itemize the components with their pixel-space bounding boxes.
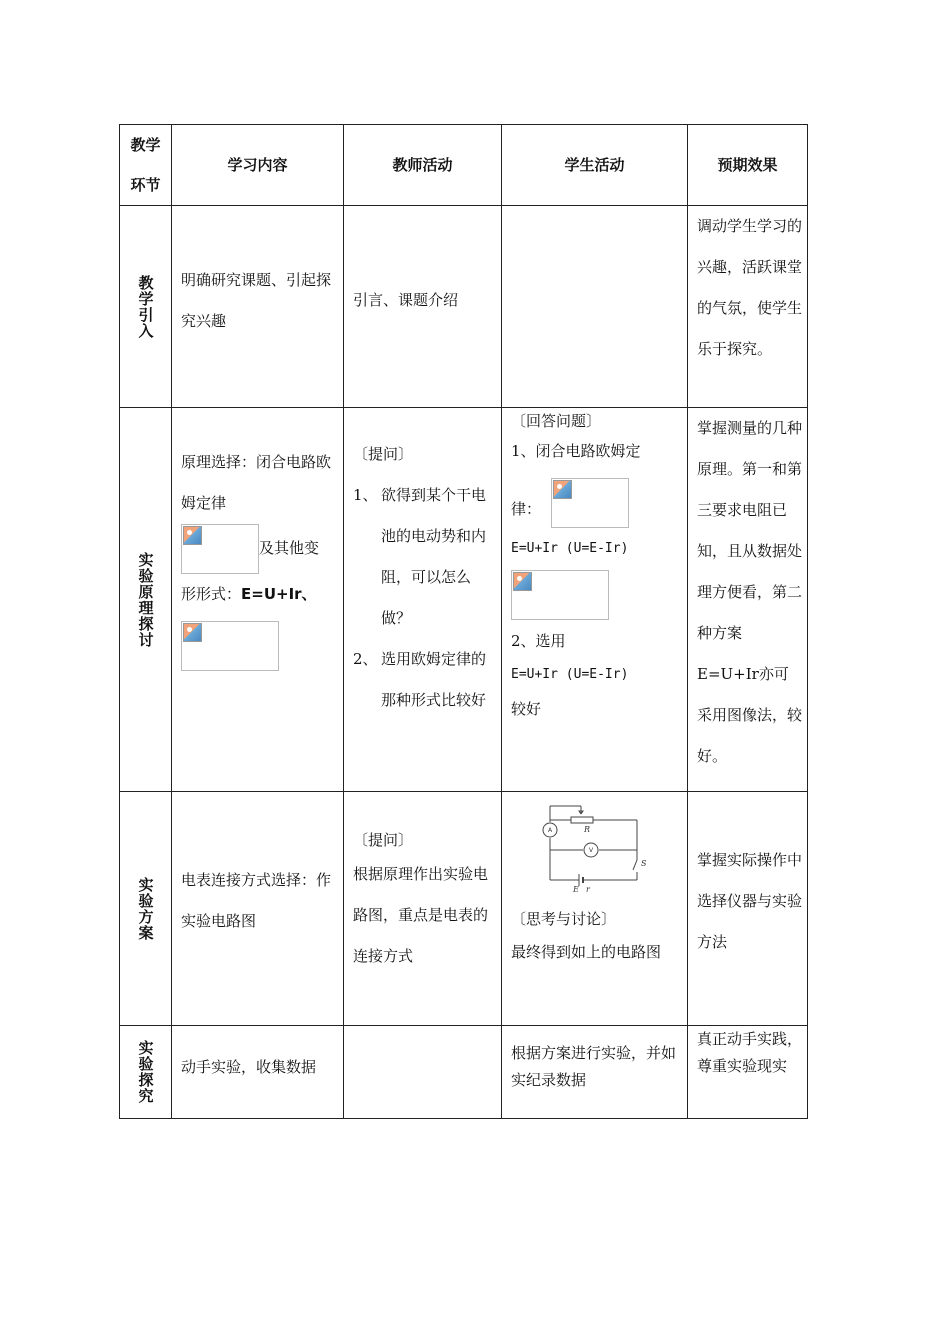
equation-text: E=U+Ir (U=E-Ir) (511, 541, 629, 556)
ammeter-label: A (547, 827, 553, 834)
question-tag: 〔提问〕 (353, 831, 414, 849)
teacher-cell (344, 1026, 502, 1119)
switch-symbol (633, 860, 637, 870)
header-row (120, 125, 808, 206)
source-label: E (573, 885, 579, 892)
student-text: 最终得到如上的电路图 (511, 943, 662, 961)
content-cell: 电表连接方式选择：作实验电路图 (172, 792, 344, 1026)
header-content: 学习内容 (172, 125, 344, 206)
stage-cell: 实验探究 (120, 1026, 172, 1119)
effect-cell: 掌握测量的几种原理。第一和第三要求电阻已知，且从数据处理方便看，第二种方案E=U+Ir亦可采用图像法，较好。 (688, 408, 808, 792)
internal-label: r (586, 885, 590, 892)
header-stage: 教学环节 (120, 125, 172, 206)
effect-cell: 真正动手实践，尊重实验现实 (688, 1026, 808, 1119)
content-cell: 动手实验，收集数据 (172, 1026, 344, 1119)
answer-2-cont: 较好 (511, 700, 542, 718)
formula-image (511, 570, 609, 620)
content-cell: 明确研究课题、引起探究兴趣 (172, 206, 344, 408)
header-teacher: 教师活动 (344, 125, 502, 206)
answer-tag: 〔回答问题〕 (511, 412, 602, 430)
image-placeholder-icon (513, 572, 532, 591)
stage-cell: 实验方案 (120, 792, 172, 1026)
other-forms-text: 及其他变 (259, 539, 320, 557)
student-cell (502, 408, 688, 792)
image-placeholder-icon (553, 480, 572, 499)
content-cell (172, 408, 344, 792)
question-tag: 〔提问〕 (353, 445, 414, 463)
formula-image (181, 621, 279, 671)
formula-image (551, 478, 629, 528)
question-1: 1、 欲得到某个干电池的电动势和内阻，可以怎么做？ (353, 486, 487, 627)
switch-label: S (641, 859, 647, 868)
teacher-cell (344, 408, 502, 792)
effect-cell: 掌握实际操作中选择仪器与实验方法 (688, 792, 808, 1026)
teacher-cell: 引言、课题介绍 (344, 206, 502, 408)
header-student: 学生活动 (502, 125, 688, 206)
discussion-tag: 〔思考与讨论〕 (511, 910, 617, 928)
principle-intro: 原理选择：闭合电路欧姆定律 (181, 453, 332, 512)
effect-cell: 调动学生学习的兴趣，活跃课堂的气氛，使学生乐于探究。 (688, 206, 808, 408)
image-placeholder-icon (183, 526, 202, 545)
image-placeholder-icon (183, 623, 202, 642)
teacher-text: 根据原理作出实验电路图，重点是电表的连接方式 (353, 865, 489, 965)
answer-1: 1、闭合电路欧姆定 (511, 442, 641, 460)
answer-1-cont: 律： (511, 500, 542, 518)
lesson-plan-table (119, 124, 808, 1119)
row-experiment (120, 1026, 808, 1119)
student-cell: 根据方案进行实验，并如实纪录数据 (502, 1026, 688, 1119)
stage-cell: 实验原理探讨 (120, 408, 172, 792)
rheostat-symbol (571, 817, 593, 823)
row-plan (120, 792, 808, 1026)
voltmeter-label: V (588, 847, 594, 854)
student-cell (502, 206, 688, 408)
forms-label: 形形式： (181, 585, 242, 603)
row-intro (120, 206, 808, 408)
stage-cell: 教学引入 (120, 206, 172, 408)
equation-text: E=U+Ir、 (241, 585, 317, 603)
rheostat-label: R (584, 825, 591, 834)
teacher-cell (344, 792, 502, 1026)
student-cell (502, 792, 688, 1026)
circuit-diagram (537, 800, 647, 892)
question-2: 2、 选用欧姆定律的那种形式比较好 (353, 650, 487, 709)
formula-image (181, 524, 259, 574)
header-effect: 预期效果 (688, 125, 808, 206)
equation-text: E=U+Ir (U=E-Ir) (511, 667, 629, 682)
row-principle (120, 408, 808, 792)
answer-2: 2、选用 (511, 632, 566, 650)
